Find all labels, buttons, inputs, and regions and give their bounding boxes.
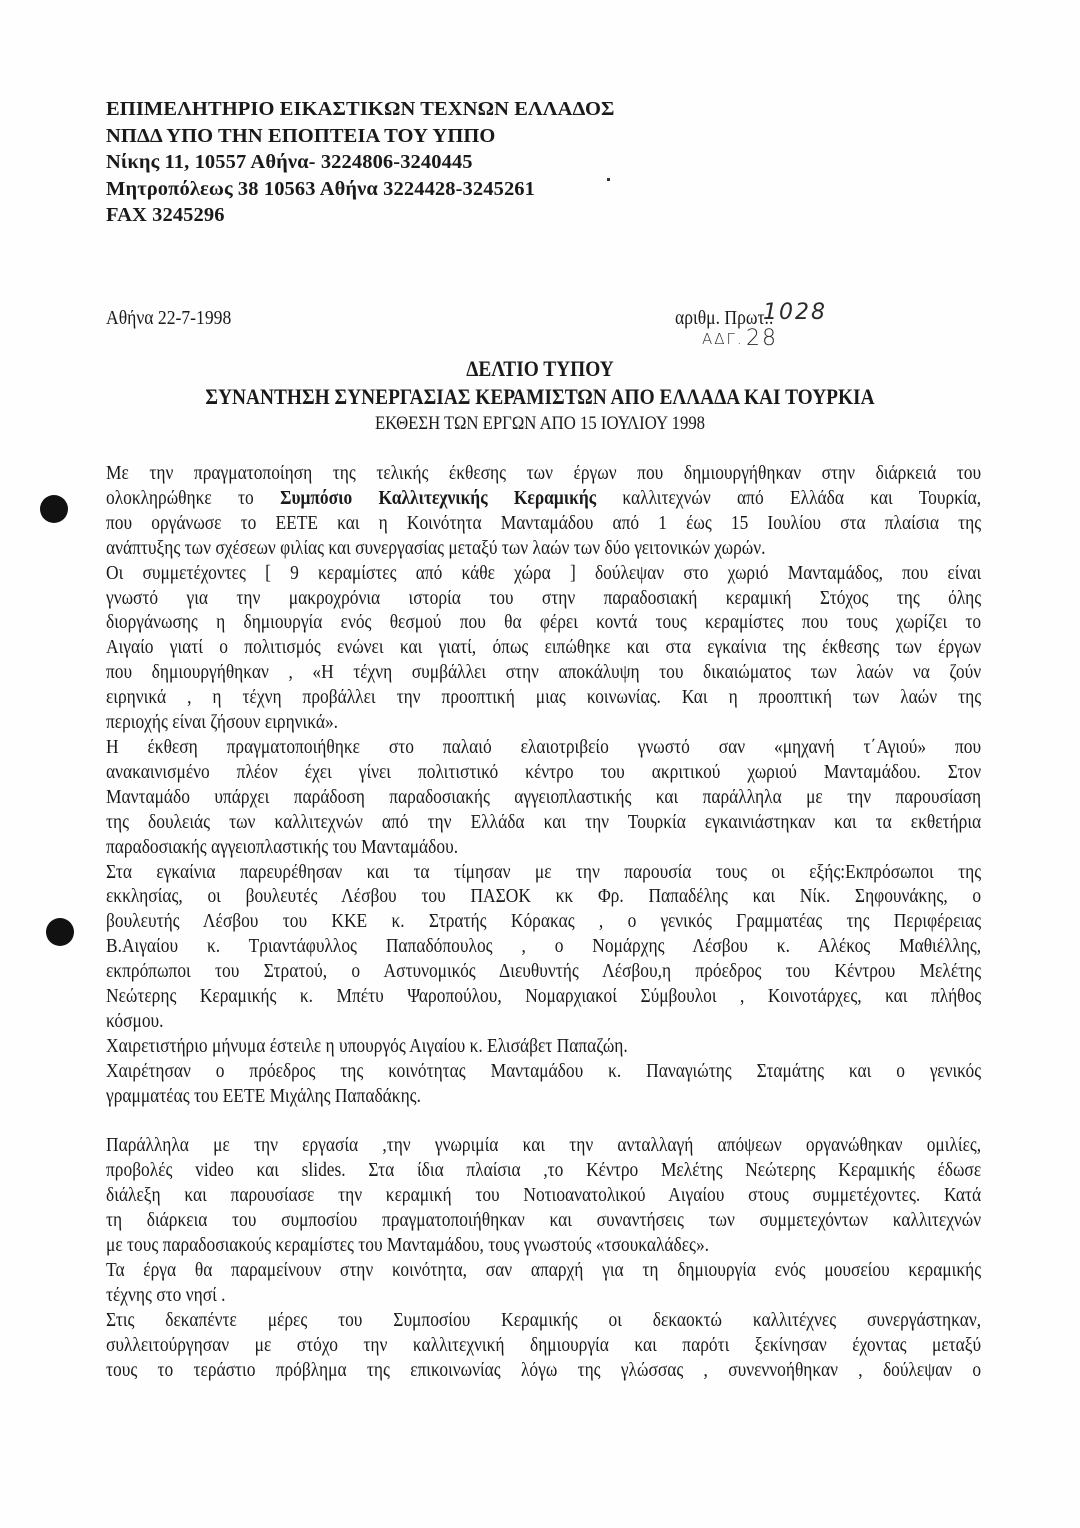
- text-line: παραδοσιακής αγγειοπλαστικής του Μανταμάδου.: [106, 836, 459, 858]
- text-line: Η έκθεση πραγματοποιήθηκε στο παλαιό ελαιοτριβείο γνωστό σαν «μηχανή τ΄Αγιού» που: [106, 736, 982, 758]
- text-line: Β.Αιγαίου κ. Τριαντάφυλλος Παπαδόπουλος , ο Νομάρχης Λέσβου κ. Αλέκος Μαθιέλλης,: [106, 936, 982, 958]
- text-line: Χαιρέτησαν ο πρόεδρος της κοινότητας Μανταμάδου κ. Παναγιώτης Σταμάτης και ο γενικός: [106, 1060, 982, 1082]
- text-line: εκκλησίας, οι βουλευτές Λέσβου του ΠΑΣΟΚ κκ Φρ. Παπαδέλης και Νίκ. Σηφουνάκης, ο: [106, 886, 982, 908]
- text-line: Στις δεκαπέντε μέρες του Συμποσίου Κεραμικής οι δεκαοκτώ καλλιτέχνες συνεργάστηκαν,: [106, 1309, 982, 1331]
- letterhead-address-2: Μητροπόλεως 38 10563 Αθήνα 3224428-3245261: [106, 177, 535, 200]
- paragraph-activities: [106, 1134, 981, 1259]
- text-line: με τους παραδοσιακούς κεραμίστες του Μανταμάδου, τους γνωστούς «τσουκαλάδες».: [106, 1235, 710, 1257]
- text-run: καλλιτεχνών από Ελλάδα και Τουρκία,: [596, 487, 982, 509]
- text-line: που δημιουργήθηκαν , «Η τέχνη συμβάλλει στην αποκάλυψη του δικαιώματος των λαών να ζούν: [106, 662, 982, 684]
- text-line: γραμματέας του ΕΕΤΕ Μιχάλης Παπαδάκης.: [106, 1085, 421, 1107]
- text-line: ανακαινισμένο πλέον έχει γίνει πολιτιστικό κέντρο του ακριτικού χωριού Μανταμάδου. Στον: [106, 761, 982, 783]
- text-line: Νεώτερης Κεραμικής κ. Μπέτυ Ψαροπούλου, Νομαρχιακοί Σύμβουλοι , Κοινοτάρχες, και πλήθος: [106, 986, 982, 1008]
- page-subtitle: ΣΥΝΑΝΤΗΣΗ ΣΥΝΕΡΓΑΣΙΑΣ ΚΕΡΑΜΙΣΤΩΝ ΑΠΟ ΕΛΛΑΔΑ ΚΑΙ ΤΟΥΡΚΙΑ: [205, 384, 875, 409]
- letterhead-organization: ΕΠΙΜΕΛΗΤΗΡΙΟ ΕΙΚΑΣΤΙΚΩΝ ΤΕΧΝΩΝ ΕΛΛΑΔΟΣ: [106, 98, 615, 120]
- text-line: Στα εγκαίνια παρευρέθησαν και τα τίμησαν με την παρουσία τους οι εξής:Εκπρόσωποι της: [106, 861, 982, 883]
- punch-hole-mark: [46, 918, 74, 946]
- letterhead-fax: FAX 3245296: [106, 204, 225, 226]
- text-line: τους το τεράστιο πρόβλημα της επικοινωνίας λόγω της γλώσσας , συνεννοήθηκαν , δούλεψαν ο: [106, 1359, 982, 1381]
- paragraph-intro: [106, 462, 981, 562]
- text-line: προβολές video και slides. Στα ίδια πλαίσια ,το Κέντρο Μελέτης Νεώτερης Κεραμικής έδωσε: [106, 1160, 982, 1182]
- handwritten-adr-label: ΑΔΓ.: [702, 330, 744, 348]
- press-release-body: [106, 462, 981, 1384]
- letterhead: [106, 96, 615, 229]
- text-line: Οι συμμετέχοντες [ 9 κεραμίστες από κάθε χώρα ] δούλεψαν στο χωριό Μανταμάδος, που είναι: [106, 562, 982, 584]
- page-title: ΔΕΛΤΙΟ ΤΥΠΟΥ: [466, 356, 614, 381]
- paragraph-works-museum: [106, 1259, 981, 1309]
- text-line: τέχνης στο νησί .: [106, 1284, 226, 1306]
- text-line: Παράλληλα με την εργασία ,την γνωριμία και την ανταλλαγή απόψεων οργανώθηκαν ομιλίες,: [106, 1135, 982, 1157]
- paragraph-greeting-message: [106, 1035, 981, 1060]
- protocol-number-label: αριθμ. Πρωτ..: [675, 307, 774, 329]
- text-line: διάλεξη και παρουσίασε την κεραμική του Νοτιοανατολικού Αιγαίου στους συμμετέχοντες. Κατά: [106, 1185, 982, 1207]
- text-line: τη διάρκεια του συμποσίου πραγματοποιήθηκαν και συναντήσεις των συμμετεχόντων καλλιτεχνών: [106, 1210, 982, 1232]
- text-line: περιοχής είναι ζήσουν ειρηνικά».: [106, 712, 339, 734]
- letterhead-status: ΝΠΔΔ ΥΠΟ ΤΗΝ ΕΠΟΠΤΕΙΑ ΤΟΥ ΥΠΠΟ: [106, 124, 496, 147]
- document-date: Αθήνα 22-7-1998: [106, 307, 232, 329]
- text-run: ολοκληρώθηκε το: [106, 487, 281, 509]
- paragraph-venue: [106, 736, 981, 861]
- letterhead-address-1: Νίκης 11, 10557 Αθήνα- 3224806-3240445: [106, 151, 473, 173]
- title-block: [0, 355, 1080, 437]
- text-line: κόσμου.: [106, 1010, 164, 1032]
- scan-speck: [607, 178, 610, 181]
- text-line: εκπρόπωποι του Στρατού, ο Αστυνομικός Διευθυντής Λέσβου,η πρόεδρος του Κέντρου Μελέτης: [106, 961, 982, 983]
- text-line: Με την πραγματοποίηση της τελικής έκθεσης των έργων που δημιουργήθηκαν στην διάρκειά του: [106, 463, 982, 484]
- text-line: [106, 487, 981, 512]
- text-line: ανάπτυξης των σχέσεων φιλίας και συνεργασίας μεταξύ των λαών των δύο γειτονικών χωρών.: [106, 537, 766, 559]
- text-line: Τα έργα θα παραμείνουν στην κοινότητα, σαν απαρχή για τη δημιουργία ενός μουσείου κεραμικής: [106, 1259, 982, 1281]
- handwritten-adr-number: 28: [746, 326, 778, 351]
- symposium-name: Συμπόσιο Καλλιτεχνικής Κεραμικής: [280, 487, 597, 509]
- punch-hole-mark: [40, 495, 68, 523]
- text-line: ειρηνικά , η τέχνη προβάλλει την προοπτική μιας κοινωνίας. Και η προοπτική των λαών της: [106, 687, 982, 709]
- text-line: γνωστό για την μακροχρόνια ιστορία του στην παραδοσιακή κεραμική Στόχος της όλης: [106, 587, 982, 609]
- text-line: συλλειτούργησαν με στόχο την καλλιτεχνική δημιουργία και παρότι ξεκίνησαν έχοντας μεταξύ: [106, 1334, 982, 1356]
- text-line: διοργάνωσης η δημιουργία ενός θεσμού που θα φέρει κοντά τους κεραμίστες που τους χωρίζει το: [106, 612, 982, 634]
- handwritten-protocol-number: 1028: [763, 300, 827, 325]
- text-line: βουλευτής Λέσβου του ΚΚΕ κ. Στρατής Κόρακας , ο γενικός Γραμματέας της Περιφέρειας: [106, 911, 982, 933]
- text-line: που οργάνωσε το ΕΕΤΕ και η Κοινότητα Μανταμάδου από 1 έως 15 Ιουλίου στα πλαίσια της: [106, 512, 982, 534]
- text-line: Αιγαίο γιατί ο πολιτισμός ενώνει και γιατί, όπως ειπώθηκε και στα εγκαίνια της έκθεσης των έργων: [106, 637, 982, 659]
- paragraph-participants: [106, 562, 981, 736]
- exhibition-subtitle: ΕΚΘΕΣΗ ΤΩΝ ΕΡΓΩΝ ΑΠΟ 15 ΙΟΥΛΙΟΥ 1998: [374, 413, 706, 434]
- text-line: Χαιρετιστήριο μήνυμα έστειλε η υπουργός Αιγαίου κ. Ελισάβετ Παπαζώη.: [106, 1035, 628, 1057]
- text-line: της δουλειάς των καλλιτεχνών από την Ελλάδα και την Τουρκία εγκαινιάστηκαν και τα εκθετήρια: [106, 811, 982, 833]
- paragraph-greetings: [106, 1060, 981, 1110]
- paragraph-gap: [106, 1110, 981, 1135]
- paragraph-attendees: [106, 861, 981, 1035]
- paragraph-collaboration: [106, 1309, 981, 1384]
- text-line: Μανταμάδο υπάρχει παράδοση παραδοσιακής αγγειοπλαστικής και παράλληλα με την παρουσίαση: [106, 786, 982, 808]
